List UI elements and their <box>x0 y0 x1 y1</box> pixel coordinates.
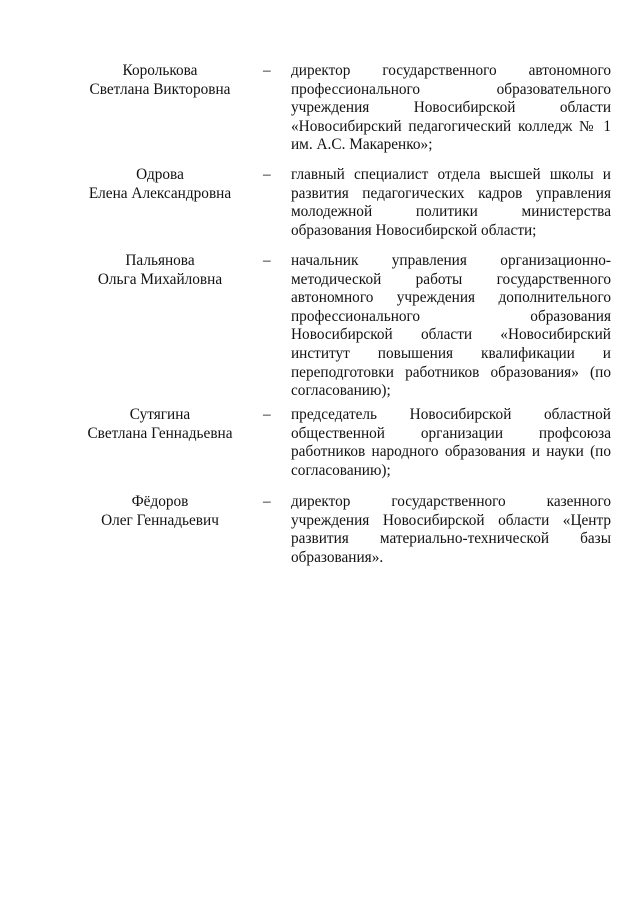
position-line: учреждения Новосибирской области <box>291 99 611 117</box>
position-line: согласованию); <box>291 382 391 400</box>
position-line: директор государственного казенного <box>291 493 611 510</box>
dash-separator: – <box>263 252 271 269</box>
position-line: работников народного образования и науки (по <box>291 443 611 461</box>
member-name <box>70 406 250 443</box>
member-name <box>70 166 250 203</box>
position-line: переподготовки работников образования» (по <box>291 363 611 381</box>
member-position <box>291 493 611 567</box>
position-line: директор государственного автономного <box>291 62 611 79</box>
member-position <box>291 406 611 480</box>
position-line: методической работы государственного <box>291 270 611 288</box>
position-line: главный специалист отдела высшей школы и <box>291 166 611 183</box>
member-surname: Сутягина <box>129 406 191 423</box>
position-line: им. А.С. Макаренко»; <box>291 136 433 154</box>
dash-separator: – <box>263 166 271 183</box>
member-surname: Фёдоров <box>131 493 189 510</box>
position-line: молодежной политики министерства <box>291 203 611 221</box>
position-line: профессионального образовательного <box>291 80 611 98</box>
member-given-names: Светлана Викторовна <box>89 80 231 98</box>
member-position <box>291 62 611 155</box>
position-line: образования Новосибирской области; <box>291 221 537 239</box>
position-line: автономного учреждения дополнительного <box>291 289 611 307</box>
member-surname: Одрова <box>136 166 184 183</box>
position-line: учреждения Новосибирской области «Центр <box>291 511 611 529</box>
member-surname: Пальянова <box>125 252 195 269</box>
position-line: общественной организации профсоюза <box>291 424 611 442</box>
dash-separator: – <box>263 493 271 510</box>
position-line: председатель Новосибирской областной <box>291 406 611 423</box>
position-line: профессионального образования <box>291 307 611 325</box>
position-line: «Новосибирский педагогический колледж № 1 <box>291 117 611 135</box>
position-line: Новосибирской области «Новосибирский <box>291 326 611 344</box>
position-line: институт повышения квалификации и <box>291 344 611 362</box>
member-name <box>70 62 250 99</box>
position-line: развития педагогических кадров управления <box>291 184 611 202</box>
member-given-names: Светлана Геннадьевна <box>87 424 233 442</box>
member-given-names: Елена Александровна <box>88 184 232 202</box>
member-given-names: Ольга Михайловна <box>97 270 223 288</box>
position-line: начальник управления организационно- <box>291 252 611 269</box>
position-line: развития материально-технической базы <box>291 530 611 548</box>
member-position <box>291 166 611 240</box>
dash-separator: – <box>263 406 271 423</box>
dash-separator: – <box>263 62 271 79</box>
member-name <box>70 252 250 289</box>
position-line: образования». <box>291 548 384 566</box>
member-position <box>291 252 611 401</box>
member-given-names: Олег Геннадьевич <box>101 511 219 529</box>
position-line: согласованию); <box>291 461 391 479</box>
member-surname: Королькова <box>122 62 198 79</box>
member-name <box>70 493 250 530</box>
